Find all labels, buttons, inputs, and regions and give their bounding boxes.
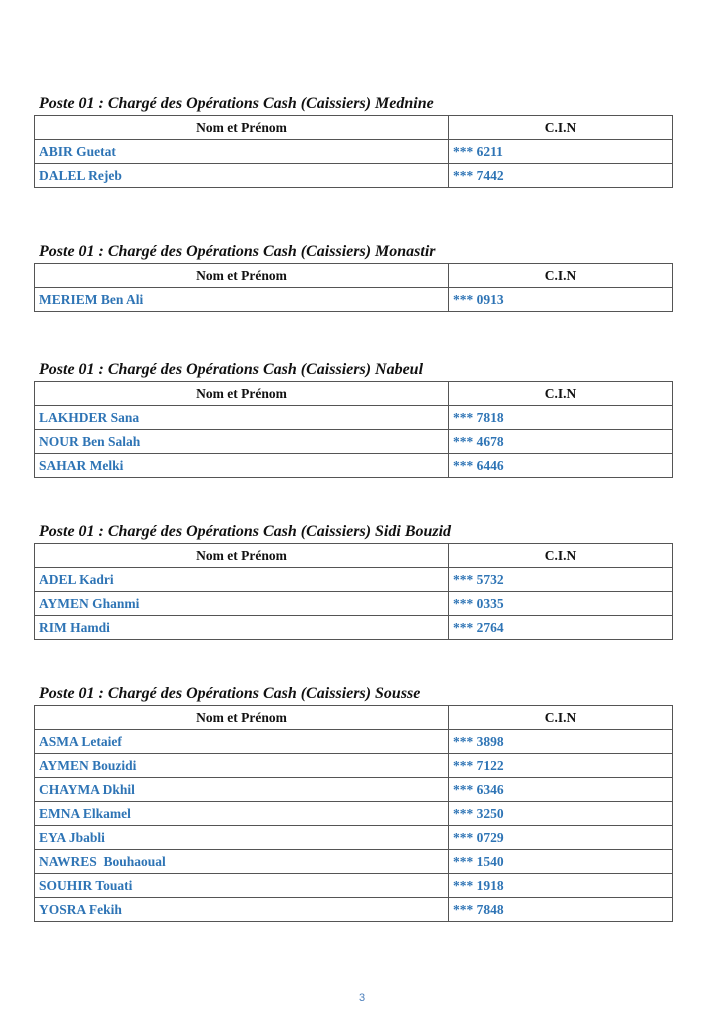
column-header-name: Nom et Prénom: [35, 116, 449, 140]
candidates-table: [34, 381, 673, 478]
table-row: [35, 430, 673, 454]
table-row: [35, 850, 673, 874]
candidate-cin: *** 0335: [449, 592, 673, 616]
section: [34, 242, 674, 312]
candidate-name: DALEL Rejeb: [35, 164, 449, 188]
column-header-name: Nom et Prénom: [35, 382, 449, 406]
candidates-table: [34, 115, 673, 188]
candidate-name: ABIR Guetat: [35, 140, 449, 164]
candidate-name: NOUR Ben Salah: [35, 430, 449, 454]
candidate-name: AYMEN Ghanmi: [35, 592, 449, 616]
column-header-name: Nom et Prénom: [35, 706, 449, 730]
candidate-cin: *** 0729: [449, 826, 673, 850]
page-number: 3: [358, 992, 366, 1004]
candidate-cin: *** 5732: [449, 568, 673, 592]
table-header-row: [35, 544, 673, 568]
table-row: [35, 288, 673, 312]
candidate-name: LAKHDER Sana: [35, 406, 449, 430]
candidate-name: RIM Hamdi: [35, 616, 449, 640]
candidate-cin: *** 6446: [449, 454, 673, 478]
column-header-cin: C.I.N: [449, 264, 673, 288]
section: [34, 94, 674, 188]
table-row: [35, 140, 673, 164]
column-header-cin: C.I.N: [449, 544, 673, 568]
section-title: Poste 01 : Chargé des Opérations Cash (Caissiers) Nabeul: [39, 361, 424, 378]
candidate-name: EMNA Elkamel: [35, 802, 449, 826]
candidate-name: ASMA Letaief: [35, 730, 449, 754]
column-header-cin: C.I.N: [449, 706, 673, 730]
table-row: [35, 730, 673, 754]
candidates-table: [34, 263, 673, 312]
table-row: [35, 568, 673, 592]
candidate-cin: *** 3250: [449, 802, 673, 826]
candidate-cin: *** 2764: [449, 616, 673, 640]
table-row: [35, 454, 673, 478]
candidate-cin: *** 3898: [449, 730, 673, 754]
table-header-row: [35, 382, 673, 406]
candidate-cin: *** 1540: [449, 850, 673, 874]
table-header-row: [35, 264, 673, 288]
candidate-cin: *** 6346: [449, 778, 673, 802]
table-row: [35, 874, 673, 898]
candidate-cin: *** 1918: [449, 874, 673, 898]
candidate-name: SOUHIR Touati: [35, 874, 449, 898]
table-row: [35, 754, 673, 778]
candidate-cin: *** 7818: [449, 406, 673, 430]
column-header-name: Nom et Prénom: [35, 264, 449, 288]
candidate-cin: *** 7122: [449, 754, 673, 778]
candidate-cin: *** 6211: [449, 140, 673, 164]
section: [34, 522, 674, 640]
candidate-cin: *** 7442: [449, 164, 673, 188]
section-title: Poste 01 : Chargé des Opérations Cash (Caissiers) Sousse: [39, 685, 421, 702]
column-header-name: Nom et Prénom: [35, 544, 449, 568]
candidate-name: NAWRES Bouhaoual: [35, 850, 449, 874]
candidate-name: ADEL Kadri: [35, 568, 449, 592]
candidate-cin: *** 7848: [449, 898, 673, 922]
candidate-name: CHAYMA Dkhil: [35, 778, 449, 802]
section-title: Poste 01 : Chargé des Opérations Cash (Caissiers) Monastir: [39, 243, 436, 260]
section: [34, 684, 674, 922]
candidate-name: SAHAR Melki: [35, 454, 449, 478]
candidates-table: [34, 543, 673, 640]
section: [34, 360, 674, 478]
column-header-cin: C.I.N: [449, 382, 673, 406]
candidate-name: MERIEM Ben Ali: [35, 288, 449, 312]
table-row: [35, 826, 673, 850]
table-row: [35, 778, 673, 802]
table-row: [35, 802, 673, 826]
table-row: [35, 164, 673, 188]
candidate-cin: *** 0913: [449, 288, 673, 312]
candidates-table: [34, 705, 673, 922]
table-header-row: [35, 116, 673, 140]
section-title: Poste 01 : Chargé des Opérations Cash (Caissiers) Sidi Bouzid: [39, 523, 452, 540]
table-header-row: [35, 706, 673, 730]
table-row: [35, 592, 673, 616]
section-title: Poste 01 : Chargé des Opérations Cash (Caissiers) Mednine: [39, 95, 434, 112]
table-row: [35, 406, 673, 430]
table-row: [35, 898, 673, 922]
column-header-cin: C.I.N: [449, 116, 673, 140]
candidate-cin: *** 4678: [449, 430, 673, 454]
candidate-name: AYMEN Bouzidi: [35, 754, 449, 778]
candidate-name: EYA Jbabli: [35, 826, 449, 850]
table-row: [35, 616, 673, 640]
candidate-name: YOSRA Fekih: [35, 898, 449, 922]
